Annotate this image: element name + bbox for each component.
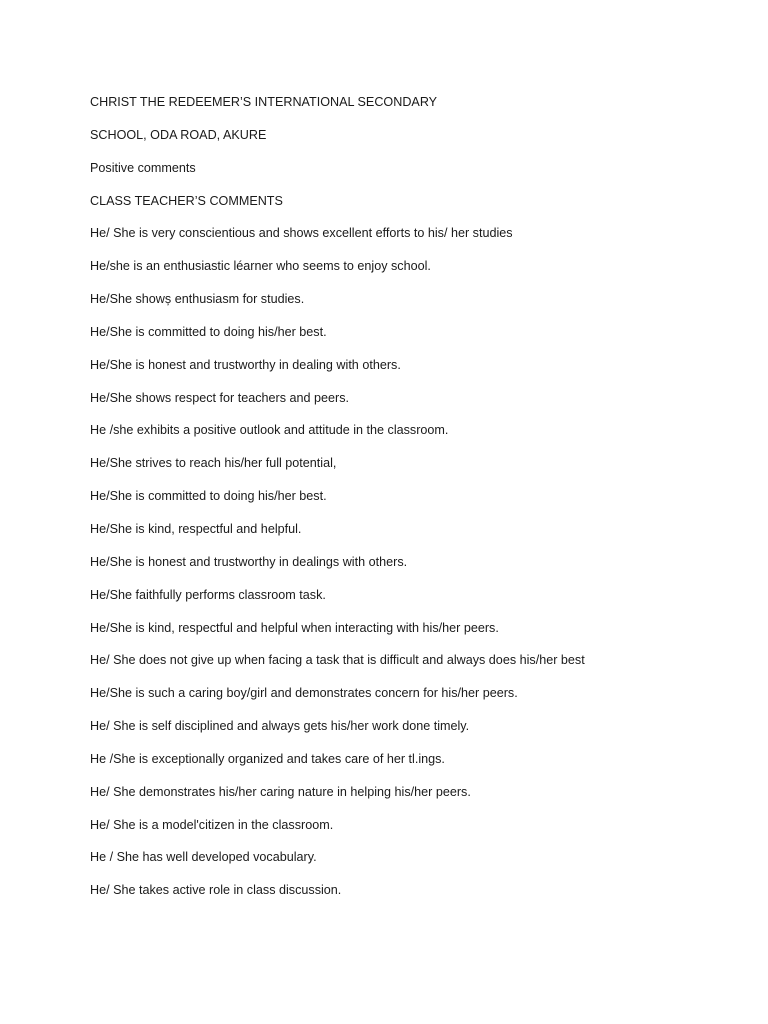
comment-line: He/She is honest and trustworthy in dealings with others. [90, 554, 408, 569]
document-body [90, 94, 730, 915]
comment-line: He/ She is a model'citizen in the classroom. [90, 817, 334, 832]
school-name-line-2: SCHOOL, ODA ROAD, AKURE [90, 127, 267, 142]
comment-line: He/ She is self disciplined and always gets his/her work done timely. [90, 719, 470, 734]
comment-line: He/She is committed to doing his/her best. [90, 489, 327, 504]
comment-line: He/She is honest and trustworthy in dealing with others. [90, 357, 401, 372]
comment-line: He/ She takes active role in class discussion. [90, 883, 342, 898]
comment-line: He/She strives to reach his/her full potential, [90, 456, 337, 471]
comment-line: He/ She demonstrates his/her caring nature in helping his/her peers. [90, 784, 471, 799]
comments-list [90, 225, 730, 898]
comment-line: He/ She is very conscientious and shows excellent efforts to his/ her studies [90, 226, 513, 241]
comment-line: He/She is committed to doing his/her best. [90, 324, 327, 339]
section-title: Positive comments [90, 160, 196, 175]
comment-line: He/She is kind, respectful and helpful. [90, 521, 302, 536]
comment-line: He /she exhibits a positive outlook and attitude in the classroom. [90, 423, 449, 438]
comment-line: He/She showș enthusiasm for studies. [90, 292, 305, 307]
comment-line: He /She is exceptionally organized and takes care of her tl.ings. [90, 751, 445, 766]
subsection-title: CLASS TEACHER’S COMMENTS [90, 193, 283, 208]
comment-line: He / She has well developed vocabulary. [90, 850, 317, 865]
comment-line: He/ She does not give up when facing a task that is difficult and always does his/her best [90, 653, 585, 668]
comment-line: He/She is such a caring boy/girl and demonstrates concern for his/her peers. [90, 686, 518, 701]
comment-line: He/She is kind, respectful and helpful when interacting with his/her peers. [90, 620, 499, 635]
comment-line: He/She shows respect for teachers and peers. [90, 390, 350, 405]
comment-line: He/she is an enthusiastic léarner who seems to enjoy school. [90, 259, 431, 274]
school-name-line-1: CHRIST THE REDEEMER’S INTERNATIONAL SECONDARY [90, 95, 438, 109]
comment-line: He/She faithfully performs classroom task. [90, 587, 326, 602]
